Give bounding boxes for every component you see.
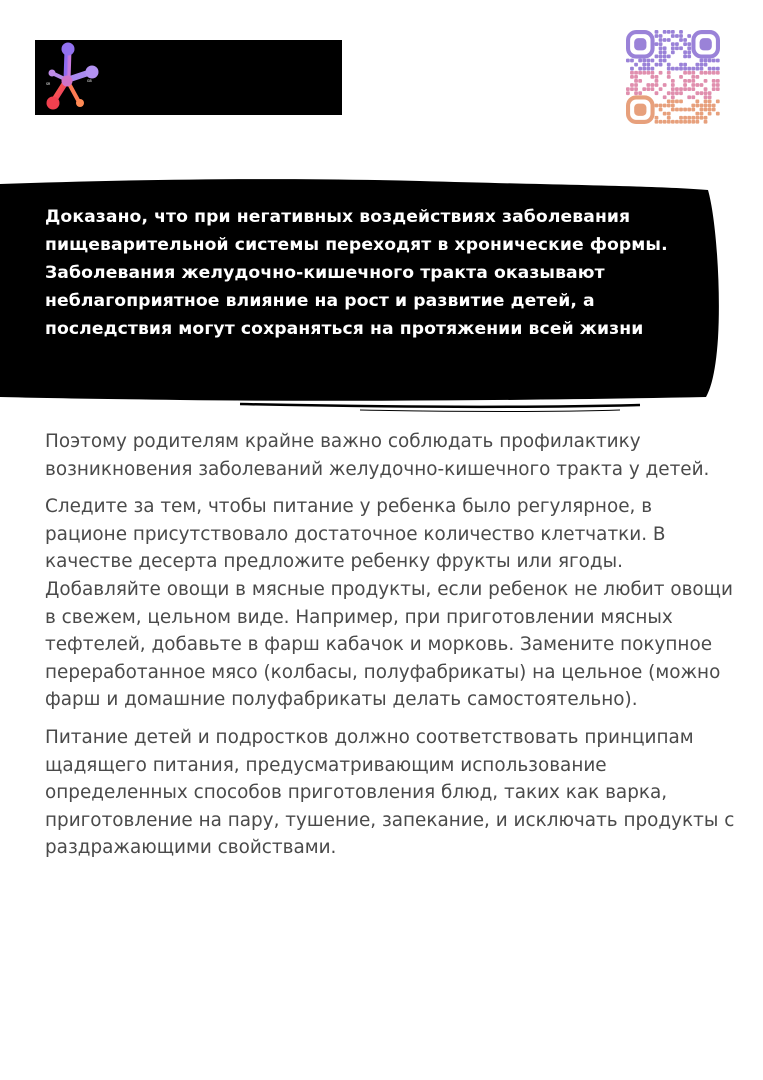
qr-module <box>634 83 638 87</box>
qr-module <box>700 104 704 108</box>
qr-module <box>675 99 679 103</box>
qr-module <box>671 34 675 38</box>
qr-module <box>708 67 712 71</box>
qr-module <box>687 108 691 112</box>
qr-module <box>695 104 699 108</box>
qr-module <box>683 83 687 87</box>
qr-module <box>716 83 720 87</box>
qr-module <box>671 120 675 124</box>
qr-module <box>630 59 634 63</box>
qr-module <box>712 87 716 91</box>
qr-module <box>679 67 683 71</box>
qr-module <box>695 116 699 120</box>
qr-module <box>691 71 695 75</box>
qr-module <box>708 91 712 95</box>
qr-module <box>683 87 687 91</box>
qr-module <box>671 30 675 34</box>
qr-module <box>704 79 708 83</box>
qr-module <box>691 108 695 112</box>
logo-bar <box>35 40 342 115</box>
qr-finder-center <box>634 38 646 50</box>
qr-module <box>704 87 708 91</box>
qr-module <box>708 71 712 75</box>
qr-module <box>659 55 663 59</box>
qr-module <box>683 116 687 120</box>
qr-module <box>691 67 695 71</box>
qr-module <box>683 50 687 54</box>
qr-module <box>679 116 683 120</box>
qr-module <box>642 87 646 91</box>
qr-module <box>695 99 699 103</box>
qr-module <box>667 104 671 108</box>
qr-module <box>704 95 708 99</box>
qr-module <box>704 99 708 103</box>
qr-module <box>683 67 687 71</box>
qr-module <box>638 91 642 95</box>
qr-module <box>683 79 687 83</box>
paragraph-2: Следите за тем, чтобы питание у ребенка было регулярное, в рационе присутствовало достаточное количество клетчатки. В качестве десерта предложите ребенку фрукты или ягоды. Добавляйте овощи в мясные продукты, если ребенок не любит овощи в свежем, цельном виде. Например, при приготовлении мясных тефтелей, добавьте в фарш кабачок и морковь. Замените покупное переработанное мясо (колбасы, полуфабрикаты) на цельное (можно фарш и домашние полуфабрикаты делать самостоятельно). <box>45 496 733 711</box>
qr-module <box>630 87 634 91</box>
qr-module <box>663 104 667 108</box>
qr-module <box>671 67 675 71</box>
banner-text: Доказано, что при негативных воздействиях заболевания пищеварительной системы переходят в хронические формы. Заболевания желудочно-кишечного тракта оказывают неблагоприятное влияние на рост и развитие детей, а последствия могут сохраняться на протяжении всей жизни <box>45 207 668 339</box>
qr-module <box>683 63 687 67</box>
qr-module <box>634 91 638 95</box>
qr-module <box>695 67 699 71</box>
qr-module <box>687 55 691 59</box>
qr-module <box>700 91 704 95</box>
qr-module <box>642 71 646 75</box>
qr-module <box>704 104 708 108</box>
qr-module <box>646 63 650 67</box>
qr-module <box>671 46 675 50</box>
qr-module <box>659 50 663 54</box>
qr-module <box>712 79 716 83</box>
qr-module <box>675 108 679 112</box>
qr-module <box>659 46 663 50</box>
qr-module <box>675 46 679 50</box>
molecule-logo-icon <box>41 42 99 112</box>
qr-module <box>671 108 675 112</box>
qr-module <box>700 83 704 87</box>
qr-module <box>687 79 691 83</box>
qr-module <box>663 120 667 124</box>
qr-module <box>708 104 712 108</box>
qr-module <box>712 71 716 75</box>
qr-module <box>655 120 659 124</box>
qr-module <box>655 42 659 46</box>
qr-module <box>642 67 646 71</box>
qr-module <box>687 42 691 46</box>
qr-module <box>691 95 695 99</box>
qr-module <box>626 59 630 63</box>
qr-module <box>683 42 687 46</box>
qr-module <box>634 75 638 79</box>
qr-module <box>655 79 659 83</box>
qr-module <box>659 34 663 38</box>
qr-module <box>687 116 691 120</box>
qr-module <box>634 71 638 75</box>
qr-module <box>651 67 655 71</box>
qr-module <box>626 87 630 91</box>
qr-module <box>687 87 691 91</box>
qr-module <box>704 71 708 75</box>
qr-module <box>655 116 659 120</box>
qr-module <box>659 38 663 42</box>
qr-module <box>667 99 671 103</box>
qr-module <box>638 67 642 71</box>
qr-module <box>638 59 642 63</box>
qr-module <box>659 59 663 63</box>
body-text <box>45 428 735 872</box>
qr-module <box>638 79 642 83</box>
qr-module <box>655 104 659 108</box>
qr-module <box>712 108 716 112</box>
qr-module <box>704 59 708 63</box>
qr-module <box>716 67 720 71</box>
qr-module <box>687 50 691 54</box>
qr-module <box>712 104 716 108</box>
qr-module <box>642 63 646 67</box>
qr-module <box>679 99 683 103</box>
qr-module <box>700 112 704 116</box>
qr-module <box>691 104 695 108</box>
qr-module <box>687 67 691 71</box>
qr-module <box>663 38 667 42</box>
qr-module <box>667 116 671 120</box>
qr-module <box>708 108 712 112</box>
qr-module <box>716 59 720 63</box>
qr-module <box>667 55 671 59</box>
qr-module <box>695 63 699 67</box>
qr-module <box>659 108 663 112</box>
qr-module <box>655 75 659 79</box>
qr-module <box>708 99 712 103</box>
qr-module <box>700 108 704 112</box>
qr-module <box>646 83 650 87</box>
qr-module <box>663 46 667 50</box>
qr-module <box>663 59 667 63</box>
qr-module <box>695 75 699 79</box>
qr-module <box>679 38 683 42</box>
qr-module <box>671 87 675 91</box>
qr-module <box>630 75 634 79</box>
qr-module <box>663 30 667 34</box>
qr-module <box>675 42 679 46</box>
qr-module <box>655 30 659 34</box>
qr-module <box>667 38 671 42</box>
qr-module <box>708 112 712 116</box>
qr-module <box>651 75 655 79</box>
qr-module <box>634 63 638 67</box>
qr-module <box>704 91 708 95</box>
qr-module <box>683 38 687 42</box>
qr-module <box>671 99 675 103</box>
qr-module <box>667 112 671 116</box>
qr-module <box>695 112 699 116</box>
qr-module <box>667 120 671 124</box>
qr-module <box>704 120 708 124</box>
qr-module <box>675 120 679 124</box>
qr-module <box>691 75 695 79</box>
qr-module <box>667 91 671 95</box>
qr-module <box>695 83 699 87</box>
qr-module <box>695 120 699 124</box>
qr-module <box>630 67 634 71</box>
qr-module <box>679 30 683 34</box>
qr-module <box>716 112 720 116</box>
qr-module <box>646 87 650 91</box>
qr-module <box>667 71 671 75</box>
qr-module <box>675 34 679 38</box>
qr-module <box>679 46 683 50</box>
qr-module <box>651 87 655 91</box>
paragraph-1: Поэтому родителям крайне важно соблюдать профилактику возникновения заболеваний желудочно-кишечного тракта у детей. <box>45 431 710 480</box>
qr-module <box>679 87 683 91</box>
qr-module <box>651 83 655 87</box>
qr-module <box>675 91 679 95</box>
qr-module <box>646 71 650 75</box>
qr-module <box>679 63 683 67</box>
qr-module <box>712 67 716 71</box>
qr-module <box>700 63 704 67</box>
qr-module <box>716 71 720 75</box>
qr-module <box>651 71 655 75</box>
qr-module <box>663 55 667 59</box>
qr-module <box>655 34 659 38</box>
qr-module <box>667 67 671 71</box>
qr-module <box>663 95 667 99</box>
qr-module <box>671 95 675 99</box>
qr-module <box>716 79 720 83</box>
qr-module <box>659 42 663 46</box>
qr-module <box>675 87 679 91</box>
qr-module <box>716 99 720 103</box>
qr-module <box>700 67 704 71</box>
qr-module <box>659 104 663 108</box>
qr-module <box>687 46 691 50</box>
qr-module <box>671 50 675 54</box>
qr-module <box>671 79 675 83</box>
qr-module <box>646 67 650 71</box>
qr-module <box>655 63 659 67</box>
qr-module <box>700 59 704 63</box>
qr-module <box>683 71 687 75</box>
qr-module <box>626 91 630 95</box>
svg-text:SR: SR <box>46 82 51 86</box>
qr-module <box>687 71 691 75</box>
qr-module <box>663 83 667 87</box>
info-banner <box>0 178 763 414</box>
qr-module <box>679 120 683 124</box>
qr-module <box>642 59 646 63</box>
qr-module <box>646 59 650 63</box>
qr-code-icon <box>626 30 720 124</box>
qr-module <box>704 63 708 67</box>
qr-module <box>695 91 699 95</box>
qr-module <box>651 59 655 63</box>
qr-module <box>659 63 663 67</box>
qr-module <box>679 34 683 38</box>
qr-module <box>671 91 675 95</box>
qr-module <box>704 116 708 120</box>
qr-module <box>683 108 687 112</box>
qr-module <box>691 79 695 83</box>
qr-module <box>634 79 638 83</box>
qr-module <box>679 91 683 95</box>
qr-module <box>687 34 691 38</box>
qr-module <box>683 55 687 59</box>
qr-module <box>716 87 720 91</box>
qr-module <box>630 83 634 87</box>
qr-module <box>700 116 704 120</box>
qr-module <box>712 83 716 87</box>
qr-module <box>671 42 675 46</box>
qr-module <box>667 30 671 34</box>
qr-module <box>691 120 695 124</box>
qr-module <box>708 95 712 99</box>
qr-module <box>712 59 716 63</box>
qr-module <box>667 75 671 79</box>
qr-module <box>667 63 671 67</box>
qr-module <box>630 71 634 75</box>
qr-module <box>659 71 663 75</box>
qr-module <box>663 50 667 54</box>
svg-text:GB: GB <box>87 79 92 83</box>
qr-module <box>683 120 687 124</box>
qr-module <box>691 87 695 91</box>
qr-module <box>679 108 683 112</box>
qr-module <box>655 91 659 95</box>
qr-module <box>671 104 675 108</box>
paragraph-3: Питание детей и подростков должно соответствовать принципам щадящего питания, предусматривающим использование определенных способов приготовления блюд, таких как варка, приготовление на пару, тушение, запекание, и исключать продукты с раздражающими свойствами. <box>45 726 735 859</box>
qr-module <box>671 83 675 87</box>
qr-module <box>700 71 704 75</box>
qr-module <box>659 120 663 124</box>
qr-module <box>634 87 638 91</box>
qr-module <box>708 59 712 63</box>
qr-module <box>687 95 691 99</box>
qr-module <box>675 67 679 71</box>
qr-module <box>691 116 695 120</box>
qr-module <box>659 87 663 91</box>
qr-module <box>663 112 667 116</box>
qr-finder-center <box>634 104 646 116</box>
qr-module <box>704 108 708 112</box>
qr-module <box>679 75 683 79</box>
qr-module <box>655 83 659 87</box>
qr-module <box>655 55 659 59</box>
qr-module <box>687 120 691 124</box>
qr-module <box>691 83 695 87</box>
qr-module <box>638 71 642 75</box>
qr-finder-center <box>700 38 712 50</box>
